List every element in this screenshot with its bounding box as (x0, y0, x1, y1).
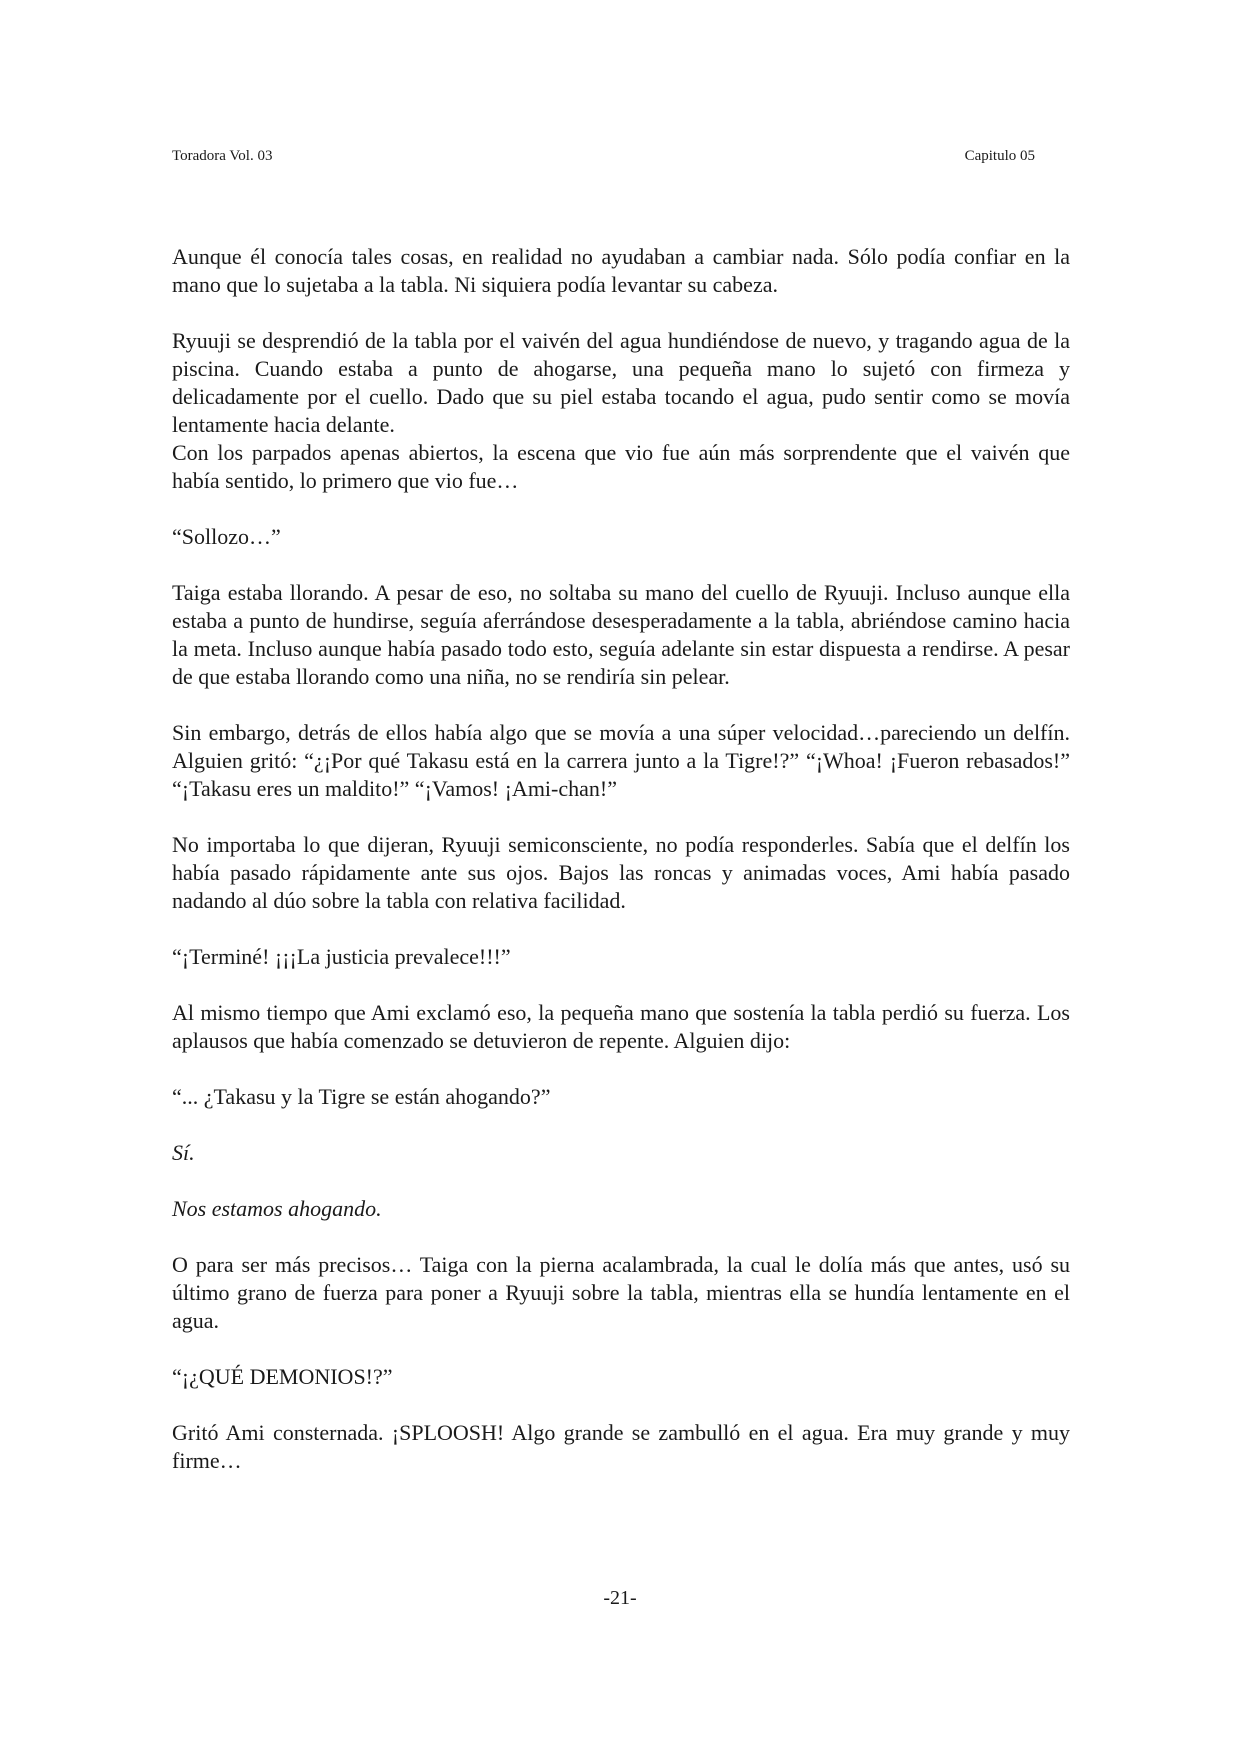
paragraph: Sin embargo, detrás de ellos había algo que se movía a una súper velocidad…pareciendo un delfín. Alguien gritó: “¿¡Por qué Takasu está en la carrera junto a la Tigre!?” “¡Whoa! ¡Fueron rebasados!” “¡Takasu eres un maldito!” “¡Vamos! ¡Ami-chan!” (172, 720, 1070, 801)
paragraph: Taiga estaba llorando. A pesar de eso, no soltaba su mano del cuello de Ryuuji. Incluso aunque ella estaba a punto de hundirse, seguía aferrándose desesperadamente a la tabla, abriéndose camino hacia la meta. Incluso aunque había pasado todo esto, seguía adelante sin estar dispuesta a rendirse. A pesar de que estaba llorando como una niña, no se rendiría sin pelear. (172, 580, 1070, 689)
page-footer (0, 1586, 1240, 1610)
dialogue-line: “Sollozo…” (172, 524, 281, 549)
page-number: -21- (603, 1587, 637, 1609)
italic-thought: Nos estamos ahogando. (172, 1196, 382, 1221)
dialogue-line: “¡Terminé! ¡¡¡La justicia prevalece!!!” (172, 944, 511, 969)
paragraph: Aunque él conocía tales cosas, en realidad no ayudaban a cambiar nada. Sólo podía confiar en la mano que lo sujetaba a la tabla. Ni siquiera podía levantar su cabeza. (172, 244, 1070, 297)
paragraph: Gritó Ami consternada. ¡SPLOOSH! Algo grande se zambulló en el agua. Era muy grande y muy firme… (172, 1420, 1070, 1473)
paragraph: Ryuuji se desprendió de la tabla por el vaivén del agua hundiéndose de nuevo, y tragando agua de la piscina. Cuando estaba a punto de ahogarse, una pequeña mano lo sujetó con firmeza y delicadamente por el cuello. Dado que su piel estaba tocando el agua, pudo sentir como se movía lentamente hacia delante. (172, 328, 1070, 437)
dialogue-line: “¡¿QUÉ DEMONIOS!?” (172, 1364, 393, 1389)
paragraph: Con los parpados apenas abiertos, la escena que vio fue aún más sorprendente que el vaivén que había sentido, lo primero que vio fue… (172, 440, 1070, 493)
chapter-title: Capitulo 05 (964, 148, 1035, 164)
page-header (172, 146, 1035, 168)
dialogue-line: “... ¿Takasu y la Tigre se están ahogando?” (172, 1084, 551, 1109)
paragraph: Al mismo tiempo que Ami exclamó eso, la pequeña mano que sostenía la tabla perdió su fuerza. Los aplausos que había comenzado se detuvieron de repente. Alguien dijo: (172, 1000, 1070, 1053)
paragraph: No importaba lo que dijeran, Ryuuji semiconsciente, no podía responderles. Sabía que el delfín los había pasado rápidamente ante sus ojos. Bajos las roncas y animadas voces, Ami había pasado nadando al dúo sobre la tabla con relativa facilidad. (172, 832, 1070, 913)
book-title: Toradora Vol. 03 (172, 148, 273, 164)
paragraph: O para ser más precisos… Taiga con la pierna acalambrada, la cual le dolía más que antes, usó su último grano de fuerza para poner a Ryuuji sobre la tabla, mientras ella se hundía lentamente en el agua. (172, 1252, 1070, 1333)
page-body (172, 243, 1070, 1503)
italic-thought: Sí. (172, 1140, 195, 1165)
